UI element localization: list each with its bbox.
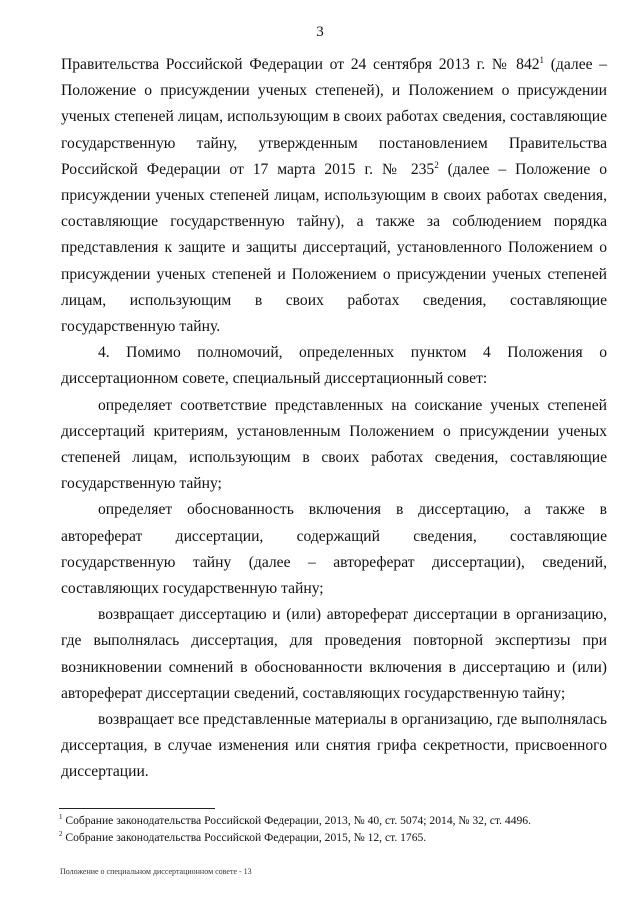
body-text [61,52,607,786]
footnotes [59,812,619,846]
paragraph-subitem: определяет соответствие представленных на соискание ученых степеней диссертаций критериям, установленным Положением о присуждении ученых степеней лицам, использующим в своих работах сведения, составляющие государственную тайну; [61,396,607,493]
footnote-2: $^2$ Собрание законодательства Российской Федерации, 2015, № 12, ст. 1765. [59,830,427,844]
paragraph-item-4: 4. Помимо полномочий, определенных пунктом 4 Положения о диссертационном совете, специальный диссертационный совет: [61,344,607,388]
footnote-ref-1: 1 [539,54,545,65]
page-footer: Положение о специальном диссертационном совете - 13 [60,867,252,876]
paragraph-subitem: определяет обоснованность включения в диссертацию, а также в автореферат диссертации, содержащий сведения, составляющие государственную тайну (далее – автореферат диссертации), сведений, составляющих государственную тайну; [61,501,607,598]
paragraph-continuation: Правительства Российской Федерации от 24 сентября 2013 г. № $842^1$ (далее – Положение о присуждении ученых степеней), и Положением о присуждении ученых степеней лицам, использующим в своих работах сведения, составляющие государственную тайну, утвержденным постановлением Правительства Российской Федерации от 17 марта 2015 г. № $235^2$ (далее – Положение о присуждении ученых степеней лицам, использующим в своих работах сведения, составляющие государственную тайну), а также за соблюдением порядка представления к защите и защиты диссертаций, установленного Положением о присуждении ученых степеней и Положением о присуждении ученых степеней лицам, использующим в своих работах сведения, составляющие государственную тайну. [61,54,608,336]
footnote-divider [59,808,215,809]
page-number: 3 [316,24,324,40]
paragraph-subitem: возвращает диссертацию и (или) автореферат диссертации в организацию, где выполнялась диссертация, для проведения повторной экспертизы при возникновении сомнений в обоснованности включения в диссертацию и (или) автореферат диссертации сведений, составляющих государственную тайну; [61,606,607,702]
footnote-1: $^1$ Собрание законодательства Российской Федерации, 2013, № 40, ст. 5074; 2014, № 32, ст. 4496. [59,813,531,827]
footnote-ref-2: 2 [434,159,439,170]
paragraph-subitem: возвращает все представленные материалы в организацию, где выполнялась диссертация, в случае изменения или снятия грифа секретности, присвоенного диссертации. [61,711,607,781]
